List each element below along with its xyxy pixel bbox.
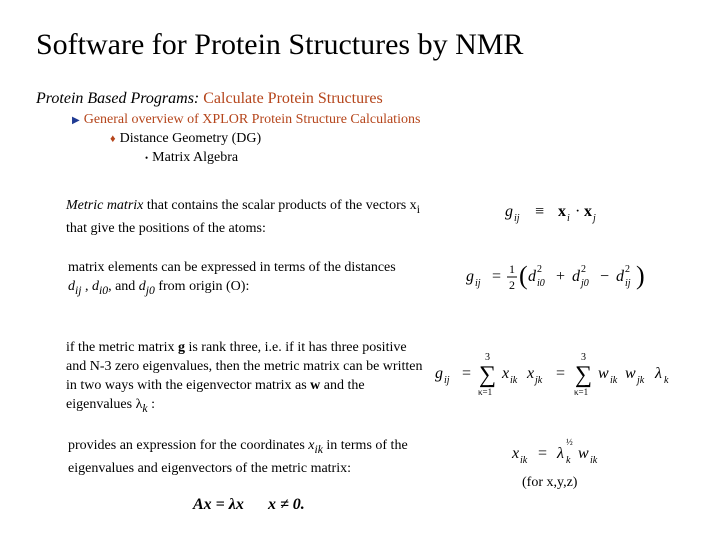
sigma-icon: ∑ — [479, 362, 497, 388]
section-heading — [36, 90, 383, 108]
text: that give the positions of the atoms: — [66, 220, 266, 236]
eq-operator: = — [556, 365, 566, 382]
text: , and — [108, 279, 139, 294]
eq-symbol: g — [466, 268, 474, 285]
rank-three-paragraph — [66, 338, 426, 418]
sigma-icon: ∑ — [575, 362, 593, 388]
text: : — [147, 397, 155, 412]
equation-3-graphic — [435, 350, 685, 398]
eq-symbol: x — [527, 365, 535, 382]
eq-operator: + — [556, 268, 566, 285]
eq-symbol: w — [625, 365, 636, 382]
equation-4-graphic — [512, 434, 612, 474]
eq-superscript: 2 — [537, 264, 542, 275]
subscript: k — [142, 401, 148, 415]
eq-subscript: ij — [444, 375, 450, 386]
eq-subscript: ik — [590, 455, 598, 466]
text: provides an expression for the coordinates — [68, 438, 309, 453]
equation-1-graphic — [505, 198, 615, 230]
eq-expression: Ax = λx — [193, 496, 244, 513]
eq-symbol: d — [528, 268, 536, 285]
eq-symbol: w — [598, 365, 609, 382]
eq-fraction-den: 2 — [509, 278, 515, 292]
bullet-level-1 — [72, 112, 420, 128]
symbol: d — [91, 279, 99, 294]
symbol: λ — [135, 397, 143, 412]
section-lead: Protein Based Programs: — [36, 90, 200, 107]
bullet-text: General overview of XPLOR Protein Structure Calculations — [83, 112, 421, 127]
equation-2-graphic — [466, 258, 706, 298]
symbol: x — [308, 438, 315, 453]
eq-fraction-num: 1 — [509, 262, 515, 276]
text: if the metric matrix — [66, 340, 178, 355]
eq-symbol: λ — [655, 365, 662, 382]
section-accent: Calculate Protein Structures — [203, 90, 383, 107]
eq-sum-top: 3 — [581, 352, 586, 363]
text: that contains the scalar products of the vectors x — [143, 198, 417, 213]
eq-symbol: g — [505, 203, 513, 220]
eq-symbol: x — [502, 365, 510, 382]
eq-sum-bottom: κ=1 — [478, 387, 493, 397]
eq-superscript: 2 — [625, 264, 630, 275]
eq-subscript: ij — [514, 213, 520, 224]
term: Metric matrix — [66, 198, 144, 213]
coordinates-paragraph — [68, 436, 428, 478]
text: is rank three, i.e. if it has three positive and N-3 zero eigenvalues, then the metric matrix can be written in two ways with the eigenvector matrix as — [66, 340, 423, 393]
text: matrix elements can be expressed in terms of the distances — [68, 260, 396, 275]
eq-subscript: k — [664, 375, 669, 386]
equation-coordinates — [512, 434, 612, 479]
eq-subscript: jk — [637, 375, 645, 386]
eq-subscript: jk — [535, 375, 543, 386]
equation-distance-form — [466, 258, 706, 303]
bullet-level-3 — [145, 150, 238, 166]
eq-symbol: λ — [557, 445, 564, 462]
eq-symbol: g — [435, 365, 443, 382]
eq-symbol: x — [512, 445, 520, 462]
eq-paren: ( — [519, 261, 528, 290]
eq-symbol: d — [572, 268, 580, 285]
bullet-text: Matrix Algebra — [152, 150, 239, 165]
eq-operator: = — [538, 445, 548, 462]
subscript: i0 — [98, 283, 109, 297]
eq-subscript: i0 — [537, 278, 545, 289]
eq-operator: ≡ — [535, 203, 545, 220]
eq-superscript: ½ — [566, 437, 573, 447]
eq-subscript: ij — [475, 278, 481, 289]
eq-subscript: ik — [610, 375, 618, 386]
eq-subscript: ik — [520, 455, 528, 466]
eq-symbol: x — [584, 203, 592, 220]
symbol: d — [138, 279, 146, 294]
equation-eigenvalue-problem — [193, 492, 333, 523]
text: , — [81, 279, 92, 294]
subscript: i — [416, 202, 420, 216]
diamond-bullet-icon: ♦ — [110, 133, 116, 145]
eq-operator: − — [600, 268, 610, 285]
eq-symbol: x — [558, 203, 566, 220]
bullet-level-2 — [110, 131, 261, 147]
slide-title: Software for Protein Structures by NMR — [36, 28, 524, 61]
text: from origin (O): — [154, 279, 250, 294]
dot-bullet-icon: • — [145, 153, 149, 163]
eq-sum-bottom: κ=1 — [574, 387, 589, 397]
subscript: j0 — [145, 283, 155, 297]
eq-symbol: w — [578, 445, 589, 462]
eq-paren: ) — [636, 261, 645, 290]
eq-subscript: i — [567, 213, 570, 224]
eq-sum-top: 3 — [485, 352, 490, 363]
eq-condition: x ≠ 0. — [268, 496, 305, 513]
eq-subscript: ik — [510, 375, 518, 386]
metric-matrix-paragraph — [66, 196, 426, 238]
subscript: ik — [314, 442, 323, 456]
text: and the eigenvalues — [66, 378, 365, 412]
eq-symbol: d — [616, 268, 624, 285]
note-for-xyz: (for x,y,z) — [522, 475, 578, 490]
eq-subscript: ij — [625, 278, 631, 289]
eq-operator: = — [462, 365, 472, 382]
eq-operator: · — [575, 203, 581, 220]
bold-symbol: g — [177, 340, 185, 355]
eq-operator: = — [492, 268, 502, 285]
eq-subscript: j — [593, 213, 596, 224]
eq-subscript: k — [566, 455, 571, 466]
bullet-text: Distance Geometry (DG) — [119, 131, 262, 146]
equation-5-graphic — [193, 492, 333, 518]
eq-subscript: j0 — [581, 278, 589, 289]
symbol: d — [68, 279, 75, 294]
bold-symbol: w — [310, 378, 321, 393]
eq-superscript: 2 — [581, 264, 586, 275]
equation-eigen-decomposition — [435, 350, 685, 403]
text: in terms of the eigenvalues and eigenvectors of the metric matrix: — [68, 438, 408, 476]
matrix-elements-paragraph — [68, 258, 408, 300]
triangle-bullet-icon: ▶ — [72, 115, 80, 126]
equation-metric-definition — [505, 198, 615, 235]
subscript: ij — [75, 283, 82, 297]
